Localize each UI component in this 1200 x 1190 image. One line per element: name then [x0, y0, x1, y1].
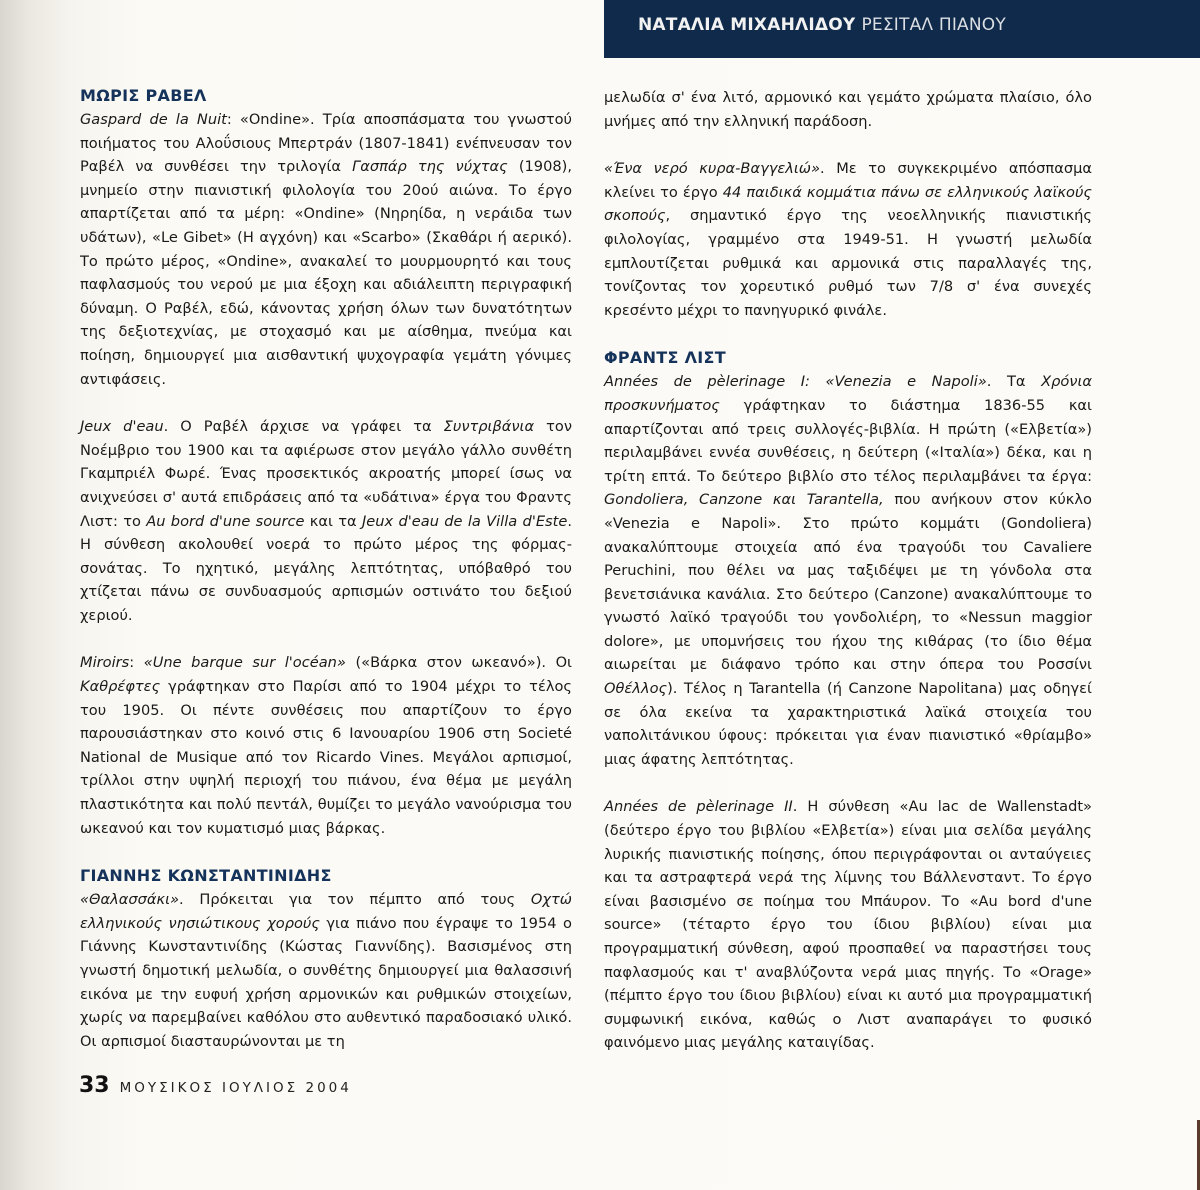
paragraph-kyra-vangelio: [604, 157, 1092, 322]
work-title: Χρόνια προσκυνήματος: [604, 373, 1093, 414]
text: που ανήκουν στον κύκλο «Venezia e Napoli». Στο πρώτο κομμάτι (Gondoliera) ανακαλύπτουμε στοιχεία από ένα τραγούδι του Cavaliere Peruchini, που θέλει να μας ταξιδέψει με τη γόνδολα στα βενετσιάνικα κανάλια. Στο δεύτερο (Canzone) ανακαλύπτουμε το γνωστό λαϊκό τραγούδι του γονδολιέρη, το «Nessun maggior dolore», με υπομνήσεις του ήχου της κιθάρας (το ίδιο θέμα αιωρείται με διάφανο τρόπο και στην όπερα του Ροσσίνι: [604, 491, 1092, 674]
text: . Τα: [986, 373, 1042, 391]
page-footer: [79, 1073, 352, 1098]
text: . Πρόκειται για τον πέμπτο από τους: [179, 891, 531, 909]
work-title: Συντριβάνια: [443, 418, 535, 436]
work-title: «Une barque sur l'océan»: [143, 654, 346, 672]
work-title: Gondoliera, Canzone και Tarantella,: [604, 491, 884, 509]
header-artist-name: ΝΑΤΑΛΙΑ ΜΙΧΑΗΛΙΔΟΥ: [638, 15, 856, 35]
text: . Ο Ραβέλ άρχισε να γράφει τα: [163, 418, 444, 436]
text: για πιάνο που έγραψε το 1954 ο Γιάννης Κωνσταντινίδης (Κώστας Γιαννίδης). Βασισμένος στη γνωστή δημοτική μελωδία, ο συνθέτης δημιουργεί μια θαλασσινή εικόνα με την ευφυή χρήση αρμονικών και ρυθμικών στοιχείων, χωρίς να παρεμβαίνει καθόλου στο αυθεντικό παραδοσιακό υλικό. Οι αρπισμοί διασταυρώνονται με τη: [80, 914, 572, 1050]
work-title: Miroirs: [80, 654, 130, 672]
right-column: [604, 86, 1092, 1079]
text: («Βάρκα στον ωκεανό»). Οι: [345, 654, 572, 672]
header-bar: [604, 0, 1200, 58]
paragraph-annees-1: [604, 370, 1092, 771]
section-konstantinidis: [80, 864, 572, 1053]
text: . Η σύνθεση «Au lac de Wallenstadt» (δεύτερο έργο του βιβλίου «Ελβετία») είναι μια σελίδα μεγάλης λυρικής πιανιστικής ποίησης, όπου περιγράφονται οι ανταύγειες και τα αστραφτερά νερά της λίμνης του Βάλλενσταντ. Το έργο είναι βασισμένο σε ποίημα του Μπάυρον. Το «Au bord d'une source» (τέταρτο έργο του ίδιου βιβλίου) είναι μια προγραμματική σύνθεση, αφού προσπαθεί να παραστήσει τους παφλασμούς και τ' αναβλύζοντα νερά μιας πηγής. Το «Orage» (πέμπτο έργο του ίδιου βιβλίου) είναι κι αυτό μια προγραμματική συμφωνική εικόνα, καθώς ο Λιστ αναπαράγει το φυσικό φαινόμενο μιας μεγάλης καταιγίδας.: [604, 798, 1092, 1052]
text: . Η σύνθεση ακολουθεί νοερά το πρώτο μέρος της φόρμας-σονάτας. Το ηχητικό, μεγάλης λεπτότητας, υπόβαθρό του χτίζεται πάνω σε συνδυασμούς αρπισμών οστινάτο του δεξιού χεριού.: [80, 512, 572, 624]
left-column: [80, 84, 572, 1077]
paragraph-thalassaki: [80, 888, 572, 1053]
text: :: [129, 654, 144, 672]
text: (1908), μνημείο στην πιανιστική φιλολογία του 20ού αιώνα. Το έργο απαρτίζεται από τα μέρη: «Ondine» (Νηρηίδα, η νεράιδα των υδάτων), «Le Gibet» (Η αγχόνη) και «Scarbo» (Σκαθάρι ή αερικό). Το πρώτο μέρος, «Ondine», ανακαλεί το μουρμουρητό και τους παφλασμούς του νερού με μια έξοχη και αδιάλειπτη περιγραφική δύναμη. Ο Ραβέλ, εδώ, κάνοντας χρήση όλων των δυνατότητων της δεξιοτεχνίας, με στοχασμό και με αίσθημα, πνεύμα και ποίηση, δημιουργεί μια αισθαντική ψυχογραφία γεμάτη γόνιμες αντιφάσεις.: [80, 158, 572, 388]
running-header: [638, 15, 1006, 35]
paragraph-gaspard: [80, 108, 572, 391]
text: και τα: [304, 512, 362, 530]
work-title: «Ένα νερό κυρα-Βαγγελιώ»: [604, 160, 821, 178]
work-title: 44 παιδικά κομμάτια πάνω σε ελληνικούς λαϊκούς σκοπούς: [604, 183, 1092, 225]
work-title: Γασπάρ της νύχτας: [352, 158, 508, 176]
work-title: Années de pèlerinage I: «Venezia e Napoli»: [604, 373, 987, 391]
work-title: Jeux d'eau de la Villa d'Este: [362, 512, 568, 530]
page-number: 33: [79, 1073, 110, 1098]
text: . Με το συγκεκριμένο απόσπασμα κλείνει το έργο: [604, 160, 1092, 201]
paragraph-continuation: μελωδία σ' ένα λιτό, αρμονικό και γεμάτο χρώματα πλαίσιο, όλο μνήμες από την ελληνική παράδοση.: [604, 89, 1092, 130]
work-title: Οθέλλος: [604, 680, 668, 698]
section-heading: ΜΩΡΙΣ ΡΑΒΕΛ: [80, 86, 207, 105]
magazine-issue: ΜΟΥΣΙΚΟΣ ΙΟΥΛΙΟΣ 2004: [119, 1080, 352, 1096]
work-title: Au bord d'une source: [146, 512, 305, 530]
text: : «Ondine». Τρία αποσπάσματα του γνωστού ποιήματος του Αλοΰσιους Μπερτράν (1807-1841) ενέπνευσαν τον Ραβέλ να συνθέσει την τριλογία: [80, 111, 572, 176]
paragraph-annees-2: [604, 795, 1092, 1055]
paragraph-jeux-deau: [80, 415, 572, 627]
work-title: Années de pèlerinage II: [604, 798, 793, 816]
section-liszt: [604, 346, 1092, 1055]
section-heading: ΓΙΑΝΝΗΣ ΚΩΝΣΤΑΝΤΙΝΙΔΗΣ: [80, 866, 332, 886]
work-title: Οχτώ ελληνικούς νησιώτικους χορούς: [80, 891, 572, 932]
work-title: Gaspard de la Nuit: [80, 111, 227, 128]
paragraph-miroirs: [80, 651, 572, 840]
header-subtitle: ΡΕΣΙΤΑΛ ΠΙΑΝΟΥ: [861, 15, 1006, 35]
work-title: Καθρέφτες: [80, 678, 161, 696]
text: , σημαντικό έργο της νεοελληνικής πιανιστικής φιλολογίας, γραμμένο στα 1949-51. Η γνωστή μελωδία εμπλουτίζεται ρυθμικά και αρμονικά στις παραλλαγές της, τονίζοντας τον χορευτικό ρυθμό των 7/8 σ' ένα συνεχές κρεσέντο μέχρι το πανηγυρικό φινάλε.: [604, 207, 1092, 319]
section-ravel: [80, 84, 572, 840]
work-title: «Θαλασσάκι»: [80, 891, 180, 909]
text: τον Νοέμβριο του 1900 και τα αφιέρωσε στον μεγάλο γάλλο συνθέτη Γκαμπριέλ Φωρέ. Ένας προσεκτικός ακροατής μπορεί ίσως να ανιχνεύσει σ' αυτά επιδράσεις από τα «υδάτινα» έργα του Φραντς Λιστ: το: [80, 418, 572, 530]
text: ). Τέλος η Tarantella (ή Canzone Napolitana) μας οδηγεί σε όλα εκείνα τα χαρακτηριστικά λαϊκά στοιχεία του ναπολιτάνικου ύφους: πρόκειται για έναν πιανιστικό «θρίαμβο» μιας άφατης λεπτότητας.: [604, 680, 1092, 768]
text: γράφτηκαν στο Παρίσι από το 1904 μέχρι το τέλος του 1905. Οι πέντε συνθέσεις που απαρτίζουν το έργο παρουσιάστηκαν στο κοινό στις 6 Ιανουαρίου 1906 στη Societé National de Musique από τον Ricardo Vines. Μεγάλοι αρπισμοί, τρίλλοι στην υψηλή περιοχή του πιάνου, ένα θέμα με μεγάλη πλαστικότητα και πολύ πεντάλ, θυμίζει το μεγάλο νανούρισμα του ωκεανού και τον κυματισμό μιας βάρκας.: [80, 678, 572, 837]
work-title: Jeux d'eau: [80, 418, 164, 436]
section-heading: ΦΡΑΝΤΣ ΛΙΣΤ: [604, 348, 726, 368]
text: γράφτηκαν το διάστημα 1836-55 και απαρτίζονται από τρεις συλλογές-βιβλία. Η πρώτη («Ελβετία») περιλαμβάνει εννέα συνθέσεις, η δεύτερη («Ιταλία») δέκα, και η τρίτη επτά. Το δεύτερο βιβλίο στο τέλος περιλαμβάνει τα έργα:: [604, 396, 1092, 485]
